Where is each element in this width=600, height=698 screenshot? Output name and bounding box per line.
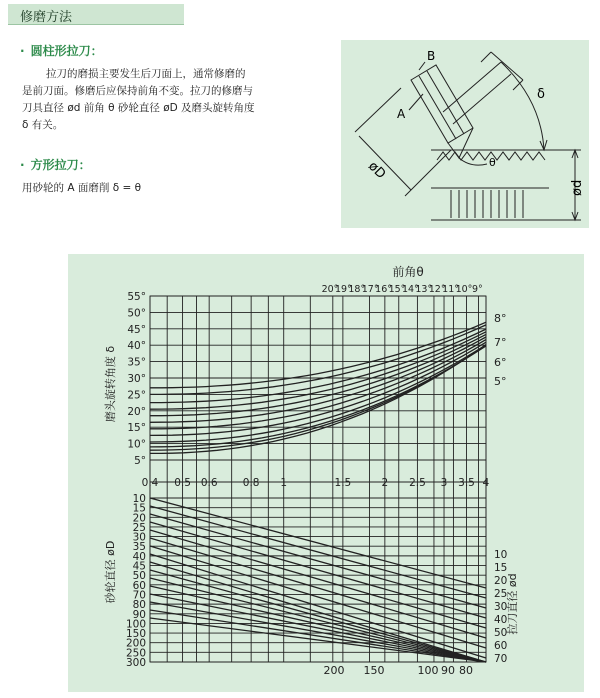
od-line — [150, 562, 486, 662]
delta-tick-label: 30° — [127, 373, 146, 385]
label-b: B — [427, 49, 436, 63]
theta-tick-label: 13° — [415, 284, 433, 295]
text-line: δ 有关。 — [22, 119, 64, 131]
delta-tick-label: 15° — [127, 422, 146, 435]
delta-tick-label: 20° — [127, 405, 146, 418]
od-dimension-line — [359, 136, 411, 190]
right-delta-label: 8° — [494, 312, 507, 325]
od-tick-label: 70 — [132, 589, 146, 602]
theta-tick-label: 18° — [348, 284, 366, 295]
text-line: 拉刀的磨损主要发生后刀面上，通常修磨的 — [46, 68, 246, 80]
section-cylindrical-heading — [20, 42, 103, 59]
od-tick-label: 60 — [132, 579, 146, 592]
od-tick-label: 80 — [132, 599, 146, 612]
od-tick-label: 40 — [132, 550, 146, 563]
upper-left-axis-title: 磨头旋转角度 δ — [104, 345, 117, 423]
middle-tick-label: 4 — [482, 477, 490, 489]
nomogram-panel — [68, 254, 584, 692]
bottom-tick-label: 80 — [459, 664, 473, 677]
right-d-tick-label: 25 — [494, 588, 508, 600]
theta-arc — [459, 158, 487, 165]
theta-tick-label: 10° — [455, 284, 473, 295]
label-a: A — [397, 107, 406, 121]
grinding-diagram-svg — [341, 40, 589, 228]
grinding-diagram — [341, 40, 589, 228]
theta-curve — [150, 345, 486, 454]
label-od: øD — [365, 158, 389, 183]
nomogram-svg — [68, 254, 584, 692]
theta-tick-label: 16° — [375, 284, 393, 295]
section-square-heading — [20, 156, 91, 173]
theta-tick-label: 17° — [361, 284, 379, 295]
heading-text: 方形拉刀： — [30, 158, 91, 172]
theta-curve — [150, 346, 486, 447]
middle-tick-label: 0.5 — [174, 477, 191, 489]
label-theta: θ — [489, 156, 496, 169]
theta-tick-label: 15° — [388, 284, 406, 295]
middle-tick-label: 0.4 — [141, 477, 159, 489]
od-tick-label: 200 — [125, 637, 146, 650]
broach-flutes — [451, 190, 523, 218]
right-d-tick-label: 10 — [494, 549, 508, 561]
lower-left-axis-title: 砂轮直径 øD — [104, 540, 117, 604]
right-d-tick-label: 15 — [494, 562, 508, 574]
right-d-tick-label: 40 — [494, 614, 508, 626]
od-tick-label: 50 — [132, 570, 146, 583]
od-tick-label: 10 — [132, 493, 146, 505]
top-axis-title: 前角θ — [392, 265, 424, 279]
theta-tick-label: 11° — [442, 284, 460, 295]
od-line — [150, 530, 486, 628]
od-tick-label: 100 — [125, 618, 146, 631]
middle-tick-label: 1 — [280, 477, 288, 489]
od-tick-label: 300 — [125, 657, 146, 669]
theta-curve — [150, 325, 486, 395]
od-tick-label: 30 — [132, 531, 146, 544]
delta-tick-label: 45° — [127, 323, 146, 336]
delta-tick-label: 10° — [127, 438, 146, 451]
od-tick-label: 15 — [132, 502, 146, 515]
bullet-icon: · — [20, 44, 25, 58]
delta-tick-label: 5° — [134, 455, 146, 467]
right-d-tick-label: 50 — [494, 627, 508, 639]
label-delta: δ — [537, 87, 545, 102]
middle-tick-label: 2 — [381, 477, 389, 489]
middle-tick-label: 0.6 — [200, 477, 218, 489]
bottom-tick-label: 200 — [323, 664, 345, 677]
bottom-tick-label: 90 — [441, 664, 455, 677]
label-d: ød — [570, 179, 585, 196]
theta-tick-label: 9° — [472, 284, 483, 295]
od-line — [150, 578, 486, 662]
section-cylindrical-text — [22, 66, 322, 134]
theta-tick-label: 19° — [334, 284, 352, 295]
middle-tick-label: 1.5 — [334, 477, 352, 489]
middle-tick-label: 3.5 — [458, 477, 475, 489]
middle-tick-label: 3 — [440, 477, 448, 489]
od-tick-label: 250 — [125, 647, 146, 660]
bottom-tick-label: 150 — [363, 664, 385, 677]
middle-tick-label: 2.5 — [409, 477, 426, 489]
od-tick-label: 35 — [132, 541, 146, 554]
right-delta-label: 6° — [494, 356, 507, 369]
bottom-tick-label: 100 — [417, 664, 439, 677]
text-line: 刀具直径 ød 前角 θ 砂轮直径 øD 及磨头旋转角度 — [22, 102, 255, 114]
od-tick-label: 150 — [125, 628, 146, 641]
right-d-tick-label: 30 — [494, 601, 508, 613]
od-line — [150, 610, 486, 662]
delta-tick-label: 50° — [127, 307, 146, 320]
delta-arc — [501, 62, 544, 150]
text-line: 是前刀面。修磨后应保持前角不变。拉刀的修磨与 — [22, 85, 253, 97]
od-tick-label: 25 — [132, 521, 146, 534]
page-title: 修磨方法 — [20, 10, 73, 25]
grinding-wheel — [411, 65, 473, 143]
right-d-tick-label: 20 — [494, 575, 508, 587]
theta-tick-label: 14° — [401, 284, 419, 295]
od-line — [150, 498, 486, 588]
od-tick-label: 90 — [132, 608, 146, 621]
delta-tick-label: 35° — [127, 356, 146, 369]
text-line: 用砂轮的 A 面磨削 δ = θ — [22, 182, 142, 194]
od-tick-label: 45 — [132, 560, 146, 573]
lower-right-axis-title: 拉刀直径 ød — [506, 573, 519, 635]
right-delta-label: 5° — [494, 375, 507, 388]
delta-tick-label: 25° — [127, 389, 146, 402]
section-title-bar — [8, 4, 184, 25]
right-delta-label: 7° — [494, 336, 507, 349]
heading-text: 圆柱形拉刀： — [30, 44, 103, 58]
theta-tick-label: 12° — [428, 284, 446, 295]
bullet-icon: · — [20, 158, 25, 172]
theta-tick-label: 20° — [321, 284, 339, 295]
od-line — [150, 602, 486, 662]
od-tick-label: 20 — [132, 512, 146, 525]
delta-tick-label: 55° — [127, 291, 146, 303]
middle-tick-label: 0.8 — [242, 477, 260, 489]
right-d-tick-label: 60 — [494, 640, 508, 652]
delta-tick-label: 40° — [127, 340, 146, 353]
section-square-text — [22, 180, 141, 197]
right-d-tick-label: 70 — [494, 653, 508, 665]
